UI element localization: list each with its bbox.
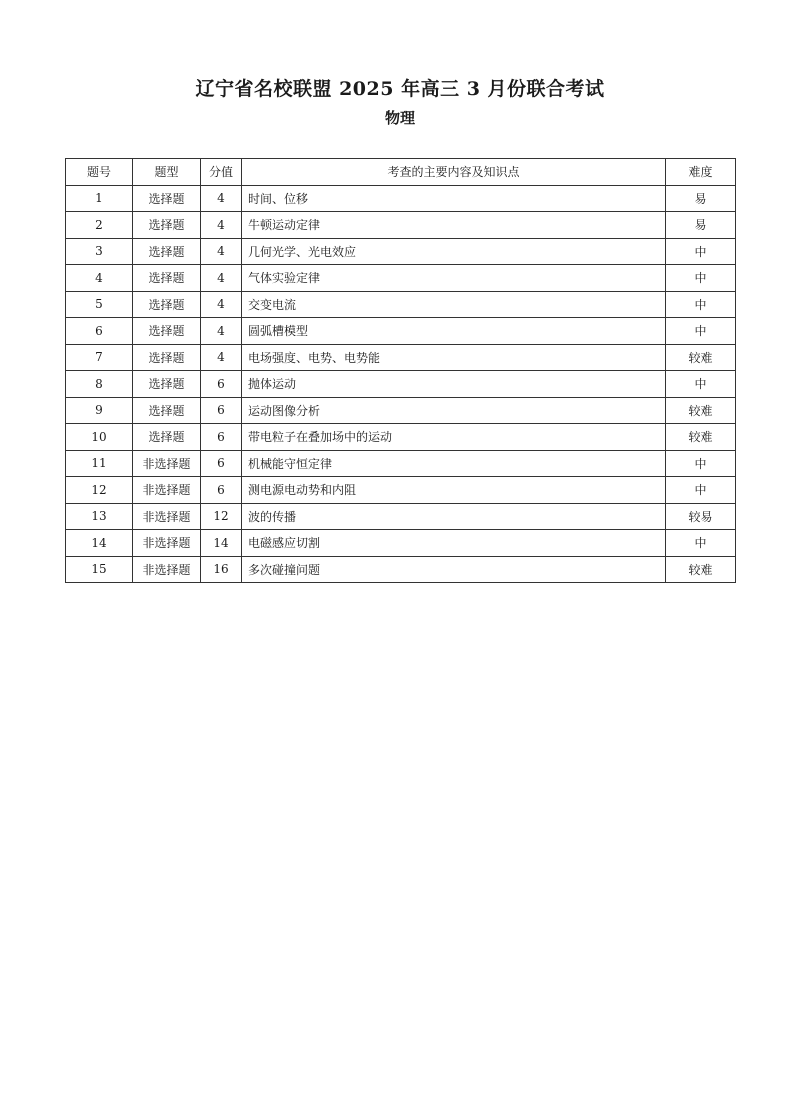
- cell-number: 3: [66, 238, 133, 265]
- cell-type: 选择题: [133, 424, 201, 451]
- cell-difficulty: 中: [666, 291, 736, 318]
- cell-score: 14: [201, 530, 242, 557]
- table-row: [66, 185, 736, 212]
- cell-score: 16: [201, 556, 242, 583]
- cell-type: 选择题: [133, 212, 201, 239]
- cell-score: 6: [201, 450, 242, 477]
- table-row: [66, 371, 736, 398]
- cell-content: 运动图像分析: [242, 397, 666, 424]
- cell-type: 选择题: [133, 265, 201, 292]
- cell-number: 10: [66, 424, 133, 451]
- document-title: 辽宁省名校联盟 2025 年高三 3 月份联合考试: [195, 78, 605, 100]
- table-row: [66, 424, 736, 451]
- cell-difficulty: 较难: [666, 397, 736, 424]
- table-row: [66, 450, 736, 477]
- cell-type: 选择题: [133, 185, 201, 212]
- table-row: [66, 265, 736, 292]
- cell-content: 多次碰撞问题: [242, 556, 666, 583]
- cell-score: 6: [201, 424, 242, 451]
- cell-difficulty: 中: [666, 265, 736, 292]
- cell-type: 非选择题: [133, 530, 201, 557]
- header-score: 分值: [201, 159, 242, 186]
- cell-content: 电场强度、电势、电势能: [242, 344, 666, 371]
- cell-content: 带电粒子在叠加场中的运动: [242, 424, 666, 451]
- header-difficulty: 难度: [666, 159, 736, 186]
- cell-type: 选择题: [133, 397, 201, 424]
- table-row: [66, 212, 736, 239]
- cell-type: 非选择题: [133, 556, 201, 583]
- cell-score: 4: [201, 318, 242, 345]
- table-row: [66, 530, 736, 557]
- cell-content: 几何光学、光电效应: [242, 238, 666, 265]
- table-row: [66, 318, 736, 345]
- cell-number: 12: [66, 477, 133, 504]
- cell-type: 选择题: [133, 371, 201, 398]
- cell-number: 13: [66, 503, 133, 530]
- cell-type: 选择题: [133, 344, 201, 371]
- cell-score: 4: [201, 291, 242, 318]
- cell-type: 选择题: [133, 318, 201, 345]
- cell-content: 抛体运动: [242, 371, 666, 398]
- cell-difficulty: 中: [666, 530, 736, 557]
- cell-score: 6: [201, 397, 242, 424]
- cell-type: 选择题: [133, 238, 201, 265]
- cell-score: 4: [201, 185, 242, 212]
- table-row: [66, 477, 736, 504]
- document-subject: 物理: [384, 109, 415, 127]
- cell-score: 4: [201, 238, 242, 265]
- cell-number: 15: [66, 556, 133, 583]
- cell-difficulty: 较难: [666, 556, 736, 583]
- table-row: [66, 397, 736, 424]
- exam-analysis-table: [65, 158, 736, 583]
- table-row: [66, 556, 736, 583]
- cell-type: 非选择题: [133, 503, 201, 530]
- cell-difficulty: 较难: [666, 344, 736, 371]
- cell-number: 1: [66, 185, 133, 212]
- cell-difficulty: 中: [666, 477, 736, 504]
- table-row: [66, 291, 736, 318]
- cell-score: 4: [201, 265, 242, 292]
- cell-content: 测电源电动势和内阻: [242, 477, 666, 504]
- cell-content: 牛顿运动定律: [242, 212, 666, 239]
- cell-number: 7: [66, 344, 133, 371]
- cell-score: 4: [201, 344, 242, 371]
- cell-score: 12: [201, 503, 242, 530]
- table-row: [66, 344, 736, 371]
- cell-content: 交变电流: [242, 291, 666, 318]
- cell-type: 非选择题: [133, 477, 201, 504]
- cell-number: 9: [66, 397, 133, 424]
- cell-content: 机械能守恒定律: [242, 450, 666, 477]
- table-row: [66, 503, 736, 530]
- cell-difficulty: 中: [666, 371, 736, 398]
- header-number: 题号: [66, 159, 133, 186]
- cell-difficulty: 易: [666, 212, 736, 239]
- cell-type: 选择题: [133, 291, 201, 318]
- cell-content: 气体实验定律: [242, 265, 666, 292]
- cell-difficulty: 中: [666, 450, 736, 477]
- cell-number: 4: [66, 265, 133, 292]
- cell-content: 波的传播: [242, 503, 666, 530]
- table-body: [66, 185, 736, 583]
- cell-score: 6: [201, 477, 242, 504]
- cell-number: 11: [66, 450, 133, 477]
- header-content: 考查的主要内容及知识点: [242, 159, 666, 186]
- cell-difficulty: 较难: [666, 424, 736, 451]
- cell-content: 时间、位移: [242, 185, 666, 212]
- cell-number: 2: [66, 212, 133, 239]
- cell-number: 5: [66, 291, 133, 318]
- cell-difficulty: 易: [666, 185, 736, 212]
- cell-score: 4: [201, 212, 242, 239]
- cell-number: 14: [66, 530, 133, 557]
- cell-difficulty: 中: [666, 318, 736, 345]
- cell-difficulty: 较易: [666, 503, 736, 530]
- cell-score: 6: [201, 371, 242, 398]
- cell-number: 6: [66, 318, 133, 345]
- cell-type: 非选择题: [133, 450, 201, 477]
- cell-content: 电磁感应切割: [242, 530, 666, 557]
- cell-number: 8: [66, 371, 133, 398]
- table-row: [66, 238, 736, 265]
- cell-content: 圆弧槽模型: [242, 318, 666, 345]
- cell-difficulty: 中: [666, 238, 736, 265]
- table-header-row: [66, 159, 736, 186]
- header-type: 题型: [133, 159, 201, 186]
